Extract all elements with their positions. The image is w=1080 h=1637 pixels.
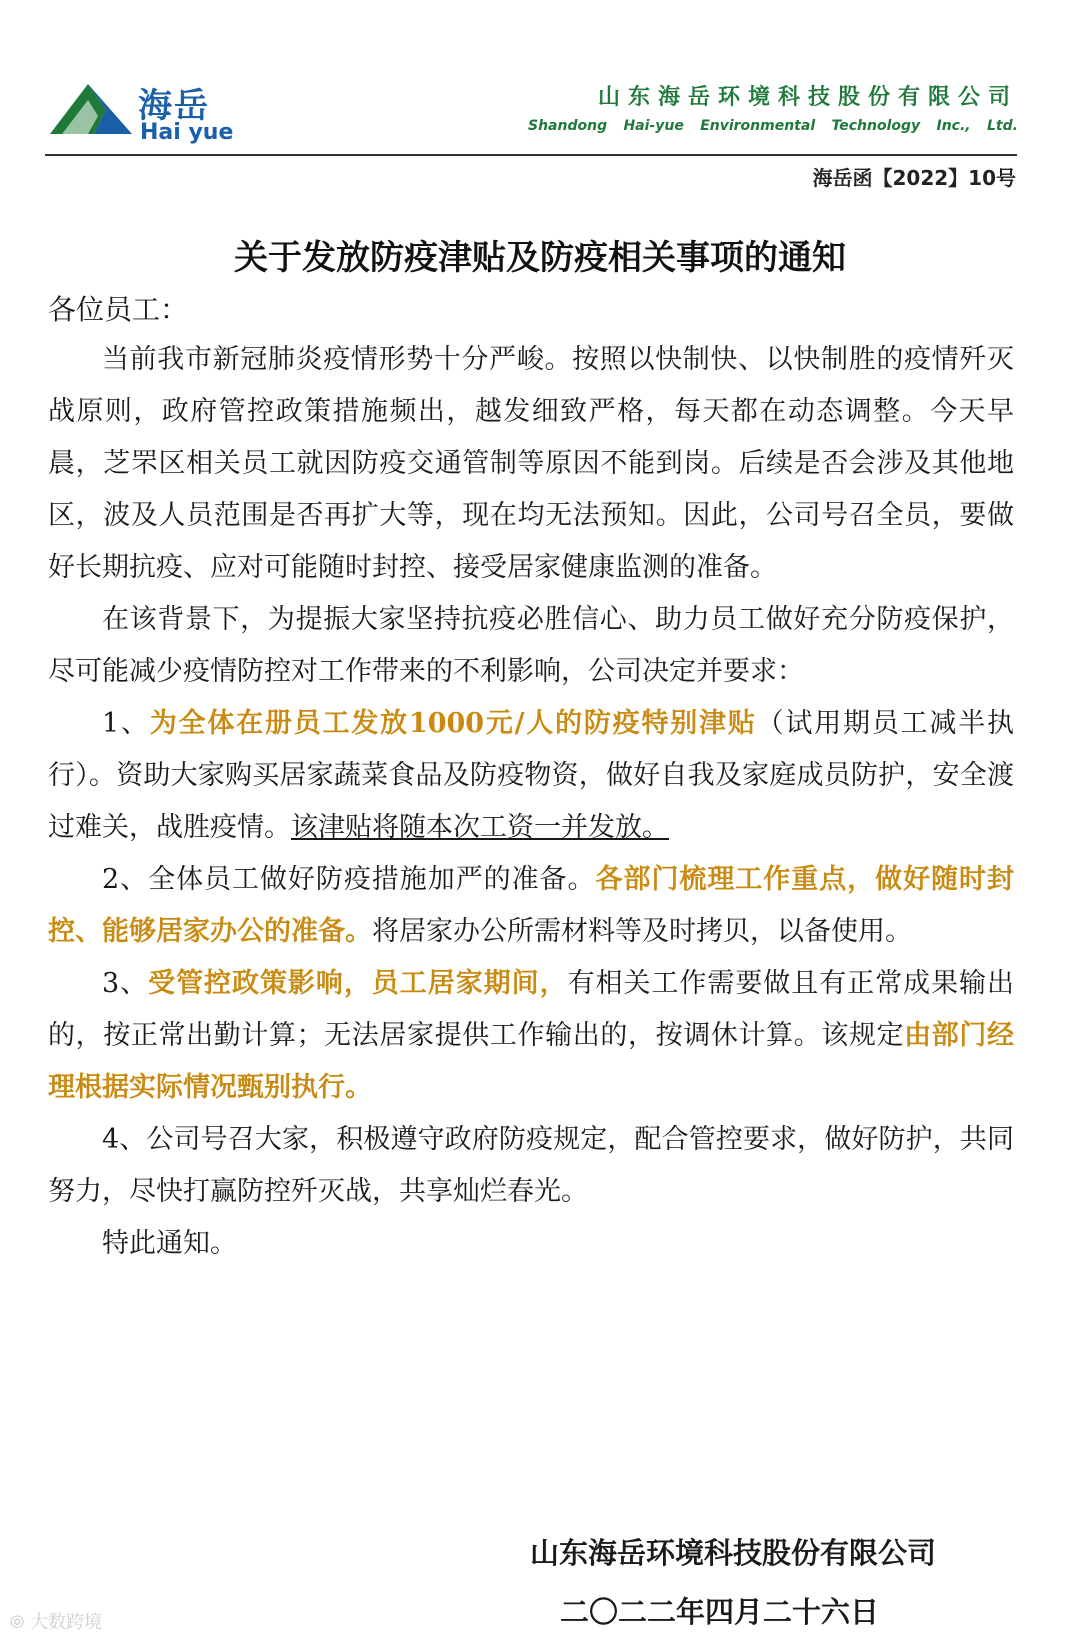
company-en-word: Inc.,: [936, 118, 971, 134]
item-2-highlight: 各部门梳理工作重点，做好随时封控、能够居家办公的准备。: [48, 864, 1014, 947]
company-en-word: Ltd.: [986, 118, 1018, 134]
company-logo: [48, 74, 248, 144]
item-1-text: （试用期员工减半执行）。资助大家购买居家蔬菜食品及防疫物资，做好自我及家庭成员防护，安全渡过难关，战胜疫情。: [48, 708, 1014, 843]
item-2: [48, 854, 1014, 958]
company-en-word: Technology: [831, 118, 921, 134]
notice-body: [48, 334, 1014, 1270]
notice-title: 关于发放防疫津贴及防疫相关事项的通知: [234, 238, 846, 278]
signature-company: 山东海岳环境科技股份有限公司: [530, 1536, 937, 1570]
letterhead: [48, 60, 1018, 156]
logo-cn-text: 海岳: [138, 86, 210, 126]
paragraph-2: 在该背景下，为提振大家坚持抗疫必胜信心、助力员工做好充分防疫保护，尽可能减少疫情防控对工作带来的不利影响，公司决定并要求：: [48, 604, 1014, 687]
paragraph-1: 当前我市新冠肺炎疫情形势十分严峻。按照以快制快、以快制胜的疫情歼灭战原则，政府管控政策措施频出，越发细致严格，每天都在动态调整。今天早晨，芝罘区相关员工就因防疫交通管制等原因不能到岗。后续是否会涉及其他地区，波及人员范围是否再扩大等，现在均无法预知。因此，公司号召全员，要做好长期抗疫、应对可能随时封控、接受居家健康监测的准备。: [48, 344, 1014, 583]
item-3-highlight-2: 由部门经理根据实际情况甄别执行。: [48, 1020, 1015, 1103]
item-3: [48, 958, 1014, 1114]
company-en-word: Hai-yue: [623, 118, 684, 134]
salutation: 各位员工：: [48, 293, 189, 326]
logo-mountain-icon: [48, 80, 134, 136]
item-3-prefix: 3、: [102, 968, 149, 999]
company-name-en: [528, 118, 1018, 134]
watermark: ⦾ 大数跨境: [10, 1612, 103, 1633]
item-3-highlight-1: 受管控政策影响，员工居家期间，: [148, 968, 568, 999]
item-1: [48, 698, 1014, 854]
item-4: 4、公司号召大家，积极遵守政府防疫规定，配合管控要求，做好防护，共同努力，尽快打赢防控歼灭战，共享灿烂春光。: [48, 1124, 1014, 1207]
item-1-underline: 该津贴将随本次工资一并发放。: [291, 812, 669, 843]
signature-date: 二〇二二年四月二十六日: [560, 1595, 880, 1629]
closing: 特此通知。: [102, 1228, 237, 1259]
watermark-text: 大数跨境: [30, 1612, 103, 1633]
logo-en-text: Hai yue: [140, 120, 234, 145]
item-1-highlight: 为全体在册员工发放1000元/人的防疫特别津贴: [149, 708, 757, 739]
item-1-prefix: 1、: [102, 708, 150, 739]
header-divider: [45, 154, 1017, 156]
item-2-prefix: 2、全体员工做好防疫措施加严的准备。: [102, 864, 596, 895]
item-2-text: 将居家办公所需材料等及时拷贝，以备使用。: [372, 916, 912, 947]
document-number: 海岳函【2022】10号: [812, 166, 1016, 190]
company-en-word: Environmental: [700, 118, 816, 134]
company-en-word: Shandong: [528, 118, 608, 134]
company-name-cn: 山东海岳环境科技股份有限公司: [597, 85, 1018, 110]
item-3-text: 有相关工作需要做且有正常成果输出的，按正常出勤计算；无法居家提供工作输出的，按调休计算。该规定: [48, 968, 1015, 1051]
